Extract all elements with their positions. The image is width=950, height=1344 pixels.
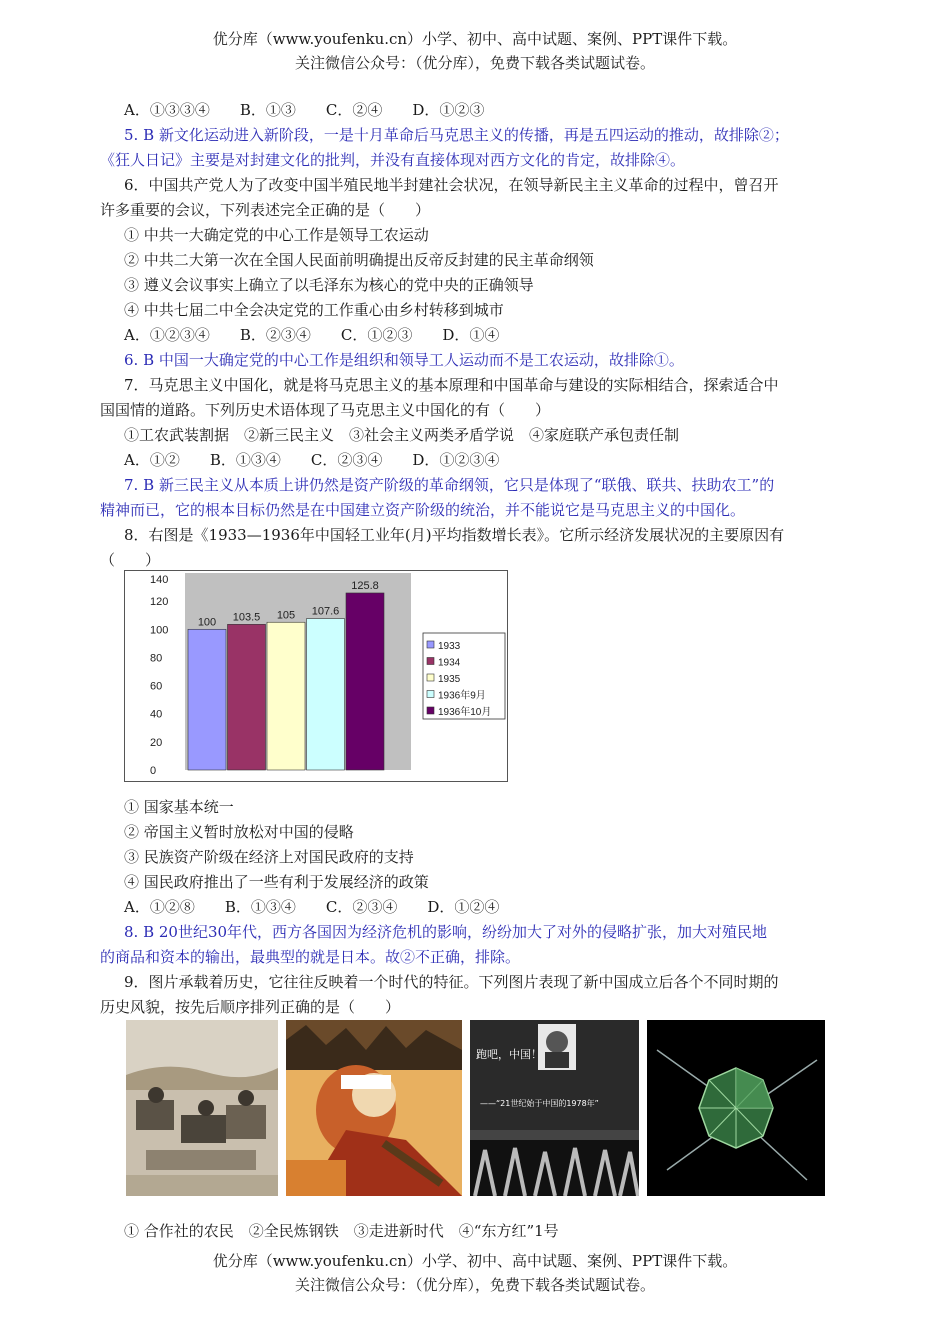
y-tick-label: 120 [150, 596, 169, 609]
answer-8: 8. B 20世纪30年代，西方各国因为经济危机的影响，纷纷加大了对外的侵略扩张，加大对殖民地 [124, 923, 768, 941]
bar [188, 629, 226, 770]
question-8-item-1: ① 国家基本统一 [124, 798, 234, 816]
question-7-options: A．①② B．①③④ C．②③④ D．①②③④ [124, 451, 500, 469]
question-6-options: A．①②③④ B．②③④ C．①②③ D．①④ [124, 326, 500, 344]
question-8-item-4: ④ 国民政府推出了一些有利于发展经济的政策 [124, 873, 429, 891]
question-9-items: ① 合作社的农民 ②全民炼钢铁 ③走进新时代 ④“东方红”1号 [124, 1222, 559, 1240]
footer-line-2: 关注微信公众号：（优分库），免费下载各类试题试卷。 [294, 1276, 655, 1294]
bar [346, 593, 384, 770]
question-6-item-1: ① 中共一大确定党的中心工作是领导工农运动 [124, 226, 429, 244]
y-tick-label: 100 [150, 624, 169, 637]
y-tick-label: 80 [150, 652, 163, 665]
question-8-options: A．①②⑧ B．①③④ C．②③④ D．①②④ [124, 898, 500, 916]
y-tick-label: 60 [150, 680, 163, 693]
answer-7: 7. B 新三民主义从本质上讲仍然是资产阶级的革命纲领，它只是体现了“联俄、联共、扶助农工”的 [124, 476, 775, 494]
y-tick-label: 0 [150, 765, 157, 777]
legend-swatch [427, 707, 434, 714]
legend-swatch [427, 658, 434, 665]
photo-steelmaking [286, 1020, 462, 1196]
question-5-options: A．①③③④ B．①③ C．②④ D．①②③ [124, 101, 485, 119]
data-label: 100 [197, 616, 217, 629]
question-6-item-4: ④ 中共七届二中全会决定党的工作重心由乡村转移到城市 [124, 301, 504, 319]
photo3-caption-2: ——“21世纪始于中国的1978年” [480, 1099, 599, 1108]
answer-6: 6. B 中国一大确定党的中心工作是组织和领导工人运动而不是工农运动，故排除①。 [124, 351, 684, 369]
legend-label: 1936年9月 [438, 690, 486, 702]
question-6-item-3: ③ 遵义会议事实上确立了以毛泽东为核心的党中央的正确领导 [124, 276, 534, 294]
header-line-2: 关注微信公众号：（优分库），免费下载各类试题试卷。 [294, 54, 655, 72]
question-6-cont: 许多重要的会议，下列表述完全正确的是（ ） [100, 201, 431, 219]
question-6: 6．中国共产党人为了改变中国半殖民地半封建社会状况，在领导新民主主义革命的过程中，曾召开 [124, 176, 779, 194]
question-7-cont: 国国情的道路。下列历史术语体现了马克思主义中国化的有（ ） [100, 401, 551, 419]
legend-swatch [427, 691, 434, 698]
question-8-item-2: ② 帝国主义暂时放松对中国的侵略 [124, 823, 354, 841]
photo-dongfanghong-satellite [647, 1020, 825, 1196]
question-8: 8．右图是《1933—1936年中国轻工业年(月)平均指数增长表》。它所示经济发展状况的主要原因有 [124, 526, 785, 544]
bar [307, 619, 345, 770]
data-label: 105 [276, 609, 296, 622]
answer-5-cont: 《狂人日记》主要是对封建文化的批判，并没有直接体现对西方文化的肯定，故排除④。 [100, 151, 686, 169]
question-9: 9．图片承载着历史，它往往反映着一个时代的特征。下列图片表现了新中国成立后各个不同时期的 [124, 973, 779, 991]
question-7-items: ①工农武装割据 ②新三民主义 ③社会主义两类矛盾学说 ④家庭联产承包责任制 [124, 426, 680, 444]
question-7: 7．马克思主义中国化，就是将马克思主义的基本原理和中国革命与建设的实际相结合，探索适合中 [124, 376, 779, 394]
y-tick-label: 20 [150, 736, 163, 749]
data-label: 107.6 [311, 605, 340, 618]
bar [267, 622, 305, 770]
photo-new-era [470, 1020, 639, 1196]
photo3-caption-1: 跑吧，中国！ [476, 1048, 542, 1061]
question-9-cont: 历史风貌，按先后顺序排列正确的是（ ） [100, 998, 401, 1016]
answer-7-cont: 精神而已，它的根本目标仍然是在中国建立资产阶级的统治，并不能说它是马克思主义的中国化。 [100, 501, 746, 519]
question-8-blank: （ ） [100, 551, 161, 569]
y-tick-label: 140 [150, 574, 169, 586]
footer-line-1: 优分库（www.youfenku.cn）小学、初中、高中试题、案例、PPT课件下载。 [212, 1252, 738, 1270]
legend-label: 1934 [438, 657, 461, 669]
bar [228, 624, 266, 770]
legend-label: 1933 [438, 641, 461, 652]
legend-swatch [427, 674, 434, 681]
legend-label: 1935 [438, 674, 461, 685]
y-tick-label: 40 [150, 708, 163, 721]
data-label: 103.5 [232, 611, 261, 624]
answer-8-cont: 的商品和资本的输出，最典型的就是日本。故②不正确，排除。 [100, 948, 521, 966]
answer-5: 5. B 新文化运动进入新阶段，一是十月革命后马克思主义的传播，再是五四运动的推动，故排除②； [124, 126, 789, 144]
bar-chart [124, 570, 508, 782]
bar-chart-svg [125, 571, 507, 781]
legend-label: 1936年10月 [438, 707, 492, 718]
photo-cooperative-farmers [126, 1020, 278, 1196]
question-8-item-3: ③ 民族资产阶级在经济上对国民政府的支持 [124, 848, 414, 866]
data-label: 125.8 [351, 579, 379, 592]
question-6-item-2: ② 中共二大第一次在全国人民面前明确提出反帝反封建的民主革命纲领 [124, 251, 594, 269]
header-line-1: 优分库（www.youfenku.cn）小学、初中、高中试题、案例、PPT课件下载。 [212, 30, 738, 48]
legend-swatch [427, 641, 434, 648]
